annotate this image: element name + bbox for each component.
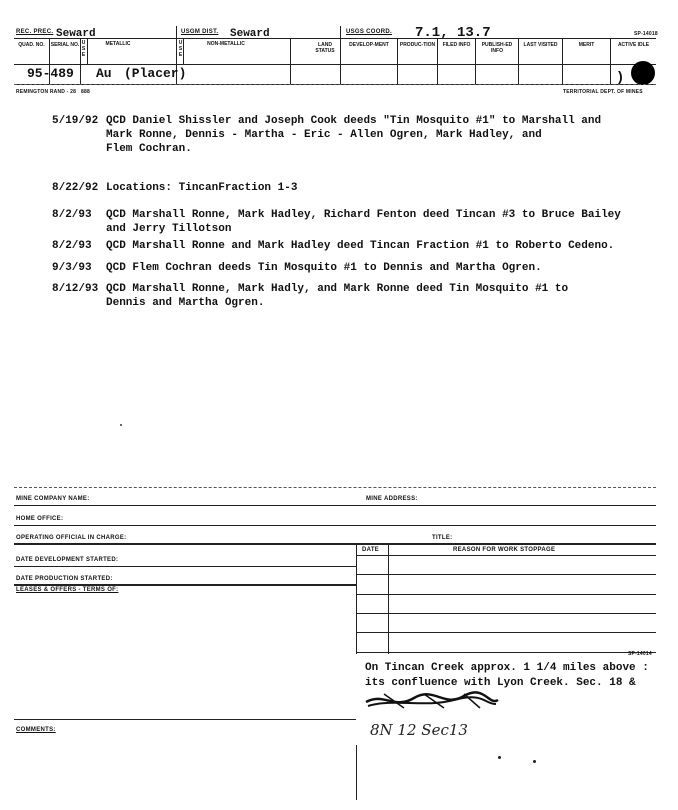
scribble-strikeout bbox=[364, 690, 500, 712]
col-product: PRODUC-TION bbox=[399, 42, 436, 48]
entry-line: QCD Daniel Shissler and Joseph Cook deeds "Tin Mosquito #1" to Marshall and bbox=[106, 115, 602, 127]
location-line: On Tincan Creek approx. 1 1/4 miles above : bbox=[365, 662, 649, 674]
entry-date: 9/3/93 bbox=[52, 262, 92, 274]
quad-value: 95-489 bbox=[27, 66, 74, 81]
entry-3 bbox=[52, 208, 621, 236]
col-quad: QUAD. NO. bbox=[18, 42, 45, 48]
handwritten-note: 8N 12 Sec13 bbox=[370, 721, 468, 739]
entry-line: QCD Marshall Ronne, Mark Hadly, and Mark Ronne deed Tin Mosquito #1 to bbox=[106, 283, 569, 295]
col-nonmetallic: NON-METALLIC bbox=[207, 41, 245, 47]
col-land: LAND STATUS bbox=[315, 42, 335, 54]
metal-value: Au bbox=[96, 66, 112, 81]
entry-line: Dennis and Martha Ogren. bbox=[106, 297, 265, 309]
col-use-left: U S E bbox=[81, 40, 86, 58]
entry-date: 8/12/93 bbox=[52, 283, 99, 295]
entry-line: Mark Ronne, Dennis - Martha - Eric - Allen Ogren, Mark Hadley, and bbox=[106, 129, 542, 141]
mine-company-label: MINE COMPANY NAME: bbox=[16, 496, 90, 502]
rec-prec-value: Seward bbox=[56, 28, 96, 40]
speck bbox=[533, 760, 536, 763]
col-last: LAST VISITED bbox=[523, 42, 558, 48]
entry-line: and Jerry Tillotson bbox=[106, 223, 232, 235]
col-serial: SERIAL NO. bbox=[50, 42, 80, 48]
rec-prec-label: REC. PREC. bbox=[16, 29, 54, 35]
entry-4 bbox=[52, 240, 614, 252]
printer-code: 888 bbox=[81, 89, 90, 95]
col-publish: PUBLISH-ED INFO bbox=[481, 42, 513, 54]
printer-label: REMINGTON RAND - 28 bbox=[16, 89, 77, 95]
entry-line: QCD Marshall Ronne and Mark Hadley deed Tincan Fraction #1 to Roberto Cedeno. bbox=[106, 240, 615, 252]
operating-label: OPERATING OFFICIAL IN CHARGE: bbox=[16, 535, 127, 541]
entry-line: QCD Flem Cochran deeds Tin Mosquito #1 to Dennis and Martha Ogren. bbox=[106, 262, 542, 274]
usgs-label: USGS COORD. bbox=[346, 29, 392, 35]
title-label: TITLE: bbox=[432, 535, 453, 541]
usgs-value: 7.1, 13.7 bbox=[415, 25, 491, 41]
entry-line: Locations: TincanFraction 1-3 bbox=[106, 182, 298, 194]
entry-date: 8/2/93 bbox=[52, 209, 92, 221]
entry-date: 8/2/93 bbox=[52, 240, 92, 252]
speck bbox=[498, 756, 501, 759]
territorial-label: TERRITORIAL DEPT. OF MINES bbox=[563, 89, 643, 95]
home-office-label: HOME OFFICE: bbox=[16, 516, 64, 522]
form-code: SP-14018 bbox=[634, 31, 658, 37]
metal-note: (Placer) bbox=[124, 66, 187, 81]
col-active: ACTIVE IDLE bbox=[617, 42, 650, 48]
col-filed: FILED INFO bbox=[442, 42, 471, 48]
entry-5 bbox=[52, 262, 542, 274]
entry-date: 5/19/92 bbox=[52, 115, 99, 127]
prod-started-label: DATE PRODUCTION STARTED: bbox=[16, 576, 113, 582]
usgm-label: USGM DIST. bbox=[181, 29, 219, 35]
col-use-right: U S E bbox=[178, 40, 183, 58]
location-line: its confluence with Lyon Creek. Sec. 18 & bbox=[365, 677, 636, 689]
entry-line: Flem Cochran. bbox=[106, 143, 192, 155]
date-col-label: DATE bbox=[362, 547, 380, 553]
col-metallic: METALLIC bbox=[105, 41, 131, 47]
entry-2 bbox=[52, 182, 297, 194]
reason-col-label: REASON FOR WORK STOPPAGE bbox=[453, 547, 556, 553]
entry-line: QCD Marshall Ronne, Mark Hadley, Richard Fenton deed Tincan #3 to Bruce Bailey bbox=[106, 209, 621, 221]
dev-started-label: DATE DEVELOPMENT STARTED: bbox=[16, 557, 119, 563]
usgm-value: Seward bbox=[230, 28, 270, 40]
idle-mark: ) bbox=[618, 68, 623, 84]
speck bbox=[120, 424, 122, 426]
entry-date: 8/22/92 bbox=[52, 182, 99, 194]
entry-6 bbox=[52, 282, 568, 310]
mine-address-label: MINE ADDRESS: bbox=[366, 496, 418, 502]
comments-label: COMMENTS: bbox=[16, 727, 56, 733]
entry-1 bbox=[52, 114, 601, 156]
col-develop: DEVELOP-MENT bbox=[349, 42, 389, 48]
form-code-2: SP-14014 bbox=[628, 651, 652, 657]
active-dot bbox=[631, 61, 655, 85]
location-text bbox=[365, 661, 649, 691]
col-merit: MERIT bbox=[578, 42, 595, 48]
leases-label: LEASES & OFFERS - TERMS OF: bbox=[16, 587, 119, 593]
